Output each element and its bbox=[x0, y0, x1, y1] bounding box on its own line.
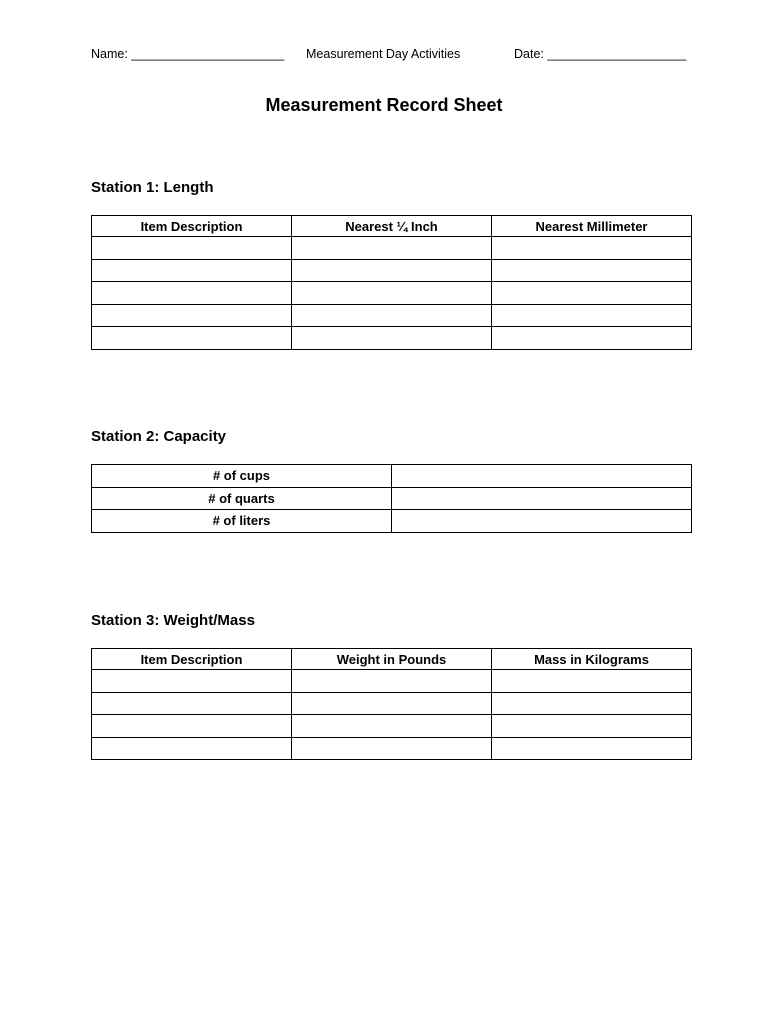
table-cell[interactable] bbox=[292, 670, 492, 693]
row-label: # of quarts bbox=[92, 487, 392, 510]
table-cell[interactable] bbox=[92, 737, 292, 760]
table-row bbox=[92, 282, 692, 305]
table-cell[interactable] bbox=[92, 304, 292, 327]
row-label: # of cups bbox=[92, 465, 392, 488]
table-cell[interactable] bbox=[492, 670, 692, 693]
column-header: Item Description bbox=[92, 649, 292, 670]
table-cell[interactable] bbox=[292, 737, 492, 760]
table-cell[interactable] bbox=[92, 259, 292, 282]
table-row bbox=[92, 465, 692, 488]
table-cell[interactable] bbox=[92, 237, 292, 260]
table-cell[interactable] bbox=[492, 237, 692, 260]
table-cell[interactable] bbox=[292, 327, 492, 350]
table-row bbox=[92, 487, 692, 510]
table-row bbox=[92, 715, 692, 738]
table-cell[interactable] bbox=[392, 465, 692, 488]
table-cell[interactable] bbox=[292, 282, 492, 305]
table-cell[interactable] bbox=[492, 259, 692, 282]
weight-mass-table bbox=[91, 648, 692, 760]
table-cell[interactable] bbox=[92, 327, 292, 350]
table-cell[interactable] bbox=[292, 715, 492, 738]
row-label: # of liters bbox=[92, 510, 392, 533]
column-header: Mass in Kilograms bbox=[492, 649, 692, 670]
column-header: Nearest Millimeter bbox=[492, 216, 692, 237]
table-cell[interactable] bbox=[492, 282, 692, 305]
table-cell[interactable] bbox=[492, 304, 692, 327]
column-header: Item Description bbox=[92, 216, 292, 237]
length-table bbox=[91, 215, 692, 350]
table-cell[interactable] bbox=[92, 282, 292, 305]
table-cell[interactable] bbox=[492, 692, 692, 715]
capacity-table bbox=[91, 464, 692, 533]
table-row bbox=[92, 737, 692, 760]
name-field-label: Name: ______________________ bbox=[91, 47, 285, 61]
station-2-heading: Station 2: Capacity bbox=[91, 428, 227, 445]
activity-title: Measurement Day Activities bbox=[306, 47, 461, 61]
table-row bbox=[92, 670, 692, 693]
table-cell[interactable] bbox=[492, 737, 692, 760]
table-row bbox=[92, 259, 692, 282]
table-row bbox=[92, 510, 692, 533]
table-cell[interactable] bbox=[92, 692, 292, 715]
table-cell[interactable] bbox=[492, 715, 692, 738]
column-header: Nearest ¼ Inch bbox=[292, 216, 492, 237]
table-row bbox=[92, 304, 692, 327]
table-cell[interactable] bbox=[292, 304, 492, 327]
table-cell[interactable] bbox=[292, 237, 492, 260]
station-3-heading: Station 3: Weight/Mass bbox=[91, 612, 255, 629]
table-cell[interactable] bbox=[292, 259, 492, 282]
table-cell[interactable] bbox=[492, 327, 692, 350]
table-header-row bbox=[92, 649, 692, 670]
table-row bbox=[92, 237, 692, 260]
column-header: Weight in Pounds bbox=[292, 649, 492, 670]
table-cell[interactable] bbox=[92, 715, 292, 738]
table-cell[interactable] bbox=[392, 510, 692, 533]
table-cell[interactable] bbox=[292, 692, 492, 715]
table-header-row bbox=[92, 216, 692, 237]
table-row bbox=[92, 692, 692, 715]
table-cell[interactable] bbox=[92, 670, 292, 693]
table-cell[interactable] bbox=[392, 487, 692, 510]
page-title: Measurement Record Sheet bbox=[265, 95, 503, 115]
station-1-heading: Station 1: Length bbox=[91, 179, 214, 196]
table-row bbox=[92, 327, 692, 350]
date-field-label: Date: ____________________ bbox=[514, 47, 687, 61]
